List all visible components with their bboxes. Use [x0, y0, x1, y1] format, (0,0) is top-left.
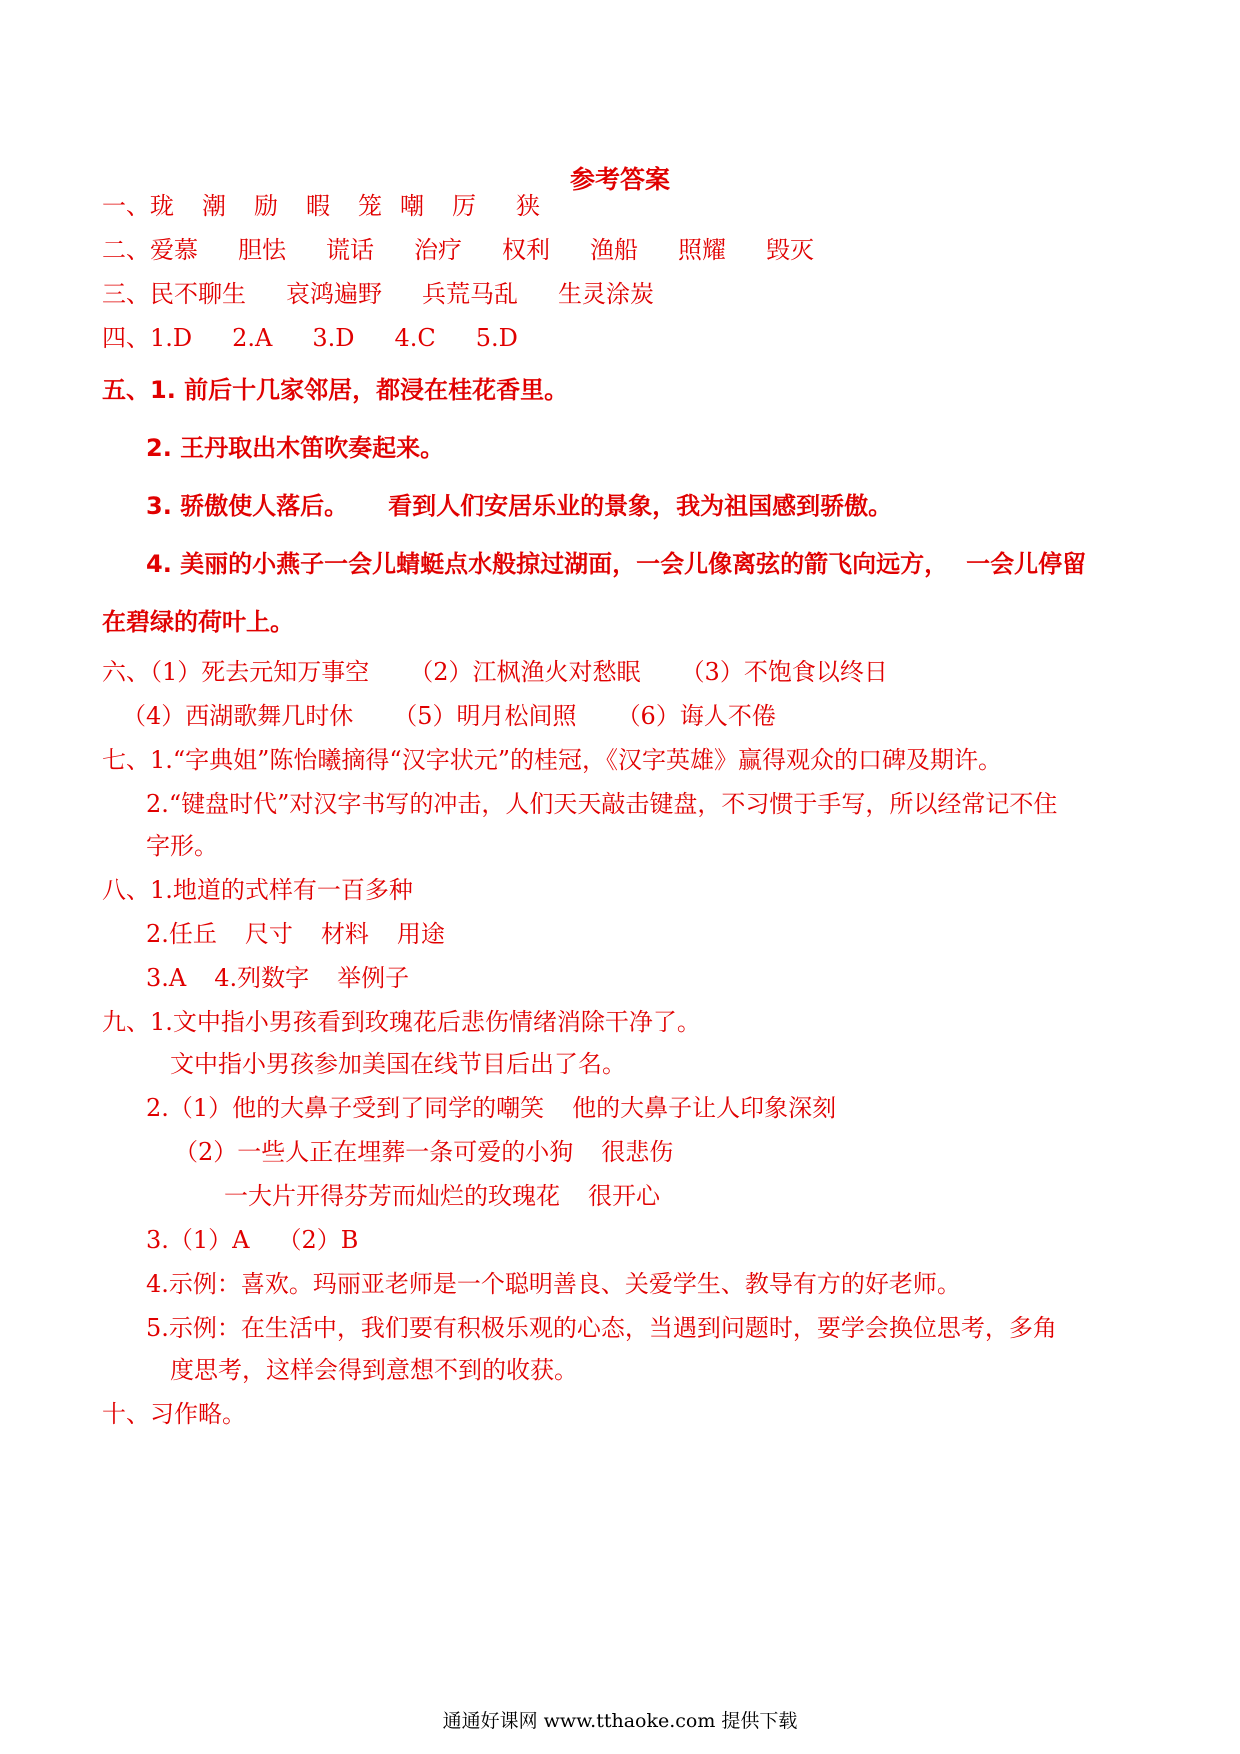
answer-item: 4.C: [394, 324, 436, 352]
answer-item: （2）江枫渔火对愁眠: [409, 658, 641, 686]
footer-url[interactable]: www.tthaoke.com: [543, 1710, 716, 1732]
section-number: 五、: [102, 376, 150, 404]
answer-item: 权利: [502, 236, 550, 264]
answer-text: 习作略。: [150, 1400, 246, 1428]
section-5-line-3: [146, 486, 892, 521]
answer-item: 一大片开得芬芳而灿烂的玫瑰花: [224, 1182, 560, 1210]
section-number: 一、: [102, 192, 150, 220]
answer-text: 1.“字典姐”陈怡曦摘得“汉字状元”的桂冠，《汉字英雄》赢得观众的口碑及期许。: [150, 746, 1002, 774]
answer-item: （5）明月松间照: [393, 702, 577, 730]
answer-item: 很开心: [588, 1182, 660, 1210]
answer-item: 励: [254, 192, 278, 220]
answer-item: 生灵涂炭: [558, 280, 654, 308]
section-4: [102, 318, 518, 353]
answer-text: 1.地道的式样有一百多种: [150, 876, 413, 904]
section-number: 十、: [102, 1400, 150, 1428]
answer-item: 嘲: [400, 192, 424, 220]
footer: [0, 1706, 1240, 1733]
answer-item: 尺寸: [244, 920, 293, 948]
answer-item: 3.（1）A: [146, 1226, 250, 1254]
footer-site: 通通好课网: [442, 1710, 538, 1732]
answer-item: 狭: [516, 192, 540, 220]
answer-item: 谎话: [326, 236, 374, 264]
answer-item: 2.A: [232, 324, 273, 352]
answer-item: 4.列数字: [214, 964, 310, 992]
answer-item: 渔船: [590, 236, 638, 264]
answer-item: （3）不饱食以终日: [680, 658, 888, 686]
section-5-line-1: [102, 370, 568, 405]
answer-item: （4）西湖歌舞几时休: [122, 702, 354, 730]
answer-item: 用途: [396, 920, 445, 948]
answer-item: 治疗: [414, 236, 462, 264]
section-8-line-3: [146, 958, 409, 993]
answer-item: 1.D: [150, 324, 193, 352]
answer-text: 看到人们安居乐业的景象，我为祖国感到骄傲。: [388, 492, 893, 520]
answer-item: （2）一些人正在埋葬一条可爱的小狗: [174, 1138, 574, 1166]
section-number: 三、: [102, 280, 150, 308]
section-number: 七、: [102, 746, 150, 774]
section-8-line-2: [146, 914, 445, 949]
answer-item: 2.（1）他的大鼻子受到了同学的嘲笑: [146, 1094, 545, 1122]
section-7-line-3: 字形。: [146, 832, 218, 860]
answer-item: 举例子: [337, 964, 410, 992]
answer-item: 厉: [452, 192, 476, 220]
answer-item: （1）死去元知万事空: [150, 658, 370, 686]
answer-item: 很悲伤: [601, 1138, 674, 1166]
section-2: [102, 230, 814, 265]
section-6-row-1: [102, 652, 888, 687]
answer-text: 一会儿停留: [966, 550, 1087, 578]
answer-text: 3. 骄傲使人落后。: [146, 492, 349, 520]
answer-item: 民不聊生: [150, 280, 246, 308]
section-10: [102, 1394, 246, 1429]
section-number: 二、: [102, 236, 150, 264]
section-6-row-2: [122, 696, 776, 731]
section-9-line-3: [146, 1088, 836, 1123]
answer-item: 3.A: [146, 964, 187, 992]
answer-item: 他的大鼻子让人印象深刻: [572, 1094, 837, 1122]
answer-item: 暇: [306, 192, 330, 220]
section-7-line-1: [102, 740, 1002, 775]
answer-item: 5.D: [475, 324, 518, 352]
answer-item: 爱慕: [150, 236, 198, 264]
answer-text: 1. 前后十几家邻居，都浸在桂花香里。: [150, 376, 569, 404]
answer-item: 珑: [150, 192, 174, 220]
answer-text: 4. 美丽的小燕子一会儿蜻蜓点水般掠过湖面，一会儿像离弦的箭飞向远方，: [146, 550, 949, 578]
answer-text: 1.文中指小男孩看到玫瑰花后悲伤情绪消除干净了。: [150, 1008, 701, 1036]
answer-item: 照耀: [678, 236, 726, 264]
section-5-line-5: 在碧绿的荷叶上。: [102, 608, 294, 636]
answer-item: （6）诲人不倦: [616, 702, 776, 730]
answer-item: （2）B: [277, 1226, 359, 1254]
answer-item: 笼: [358, 192, 382, 220]
answer-item: 2.任丘: [146, 920, 217, 948]
section-9-line-8: 5.示例：在生活中，我们要有积极乐观的心态，当遇到问题时，要学会换位思考，多角: [146, 1314, 1057, 1342]
answer-item: 哀鸿遍野: [286, 280, 382, 308]
section-9-line-4: [174, 1132, 673, 1167]
section-number: 九、: [102, 1008, 150, 1036]
section-9-line-5: [224, 1176, 660, 1211]
section-8-line-1: [102, 870, 413, 905]
section-9-line-9: 度思考，这样会得到意想不到的收获。: [170, 1356, 578, 1384]
section-9-line-6: [146, 1220, 358, 1255]
footer-note: 提供下载: [721, 1710, 798, 1732]
section-3: [102, 274, 654, 309]
section-number: 六、: [102, 658, 150, 686]
answer-item: 胆怯: [238, 236, 286, 264]
section-9-line-7: 4.示例：喜欢。玛丽亚老师是一个聪明善良、关爱学生、教导有方的好老师。: [146, 1270, 961, 1298]
page-title: 参考答案: [569, 165, 670, 194]
section-1: [102, 186, 540, 221]
answer-item: 潮: [202, 192, 226, 220]
answer-item: 3.D: [312, 324, 355, 352]
section-9-line-2: 文中指小男孩参加美国在线节目后出了名。: [170, 1050, 626, 1078]
section-7-line-2: 2.“键盘时代”对汉字书写的冲击，人们天天敲击键盘，不习惯于手写，所以经常记不住: [146, 790, 1058, 818]
answer-item: 兵荒马乱: [422, 280, 518, 308]
answer-item: 材料: [320, 920, 369, 948]
section-5-line-2: 2. 王丹取出木笛吹奏起来。: [146, 434, 445, 462]
section-number: 四、: [102, 324, 150, 352]
section-number: 八、: [102, 876, 150, 904]
section-5-line-4: [146, 544, 1086, 579]
section-9-line-1: [102, 1002, 701, 1037]
answer-item: 毁灭: [766, 236, 814, 264]
